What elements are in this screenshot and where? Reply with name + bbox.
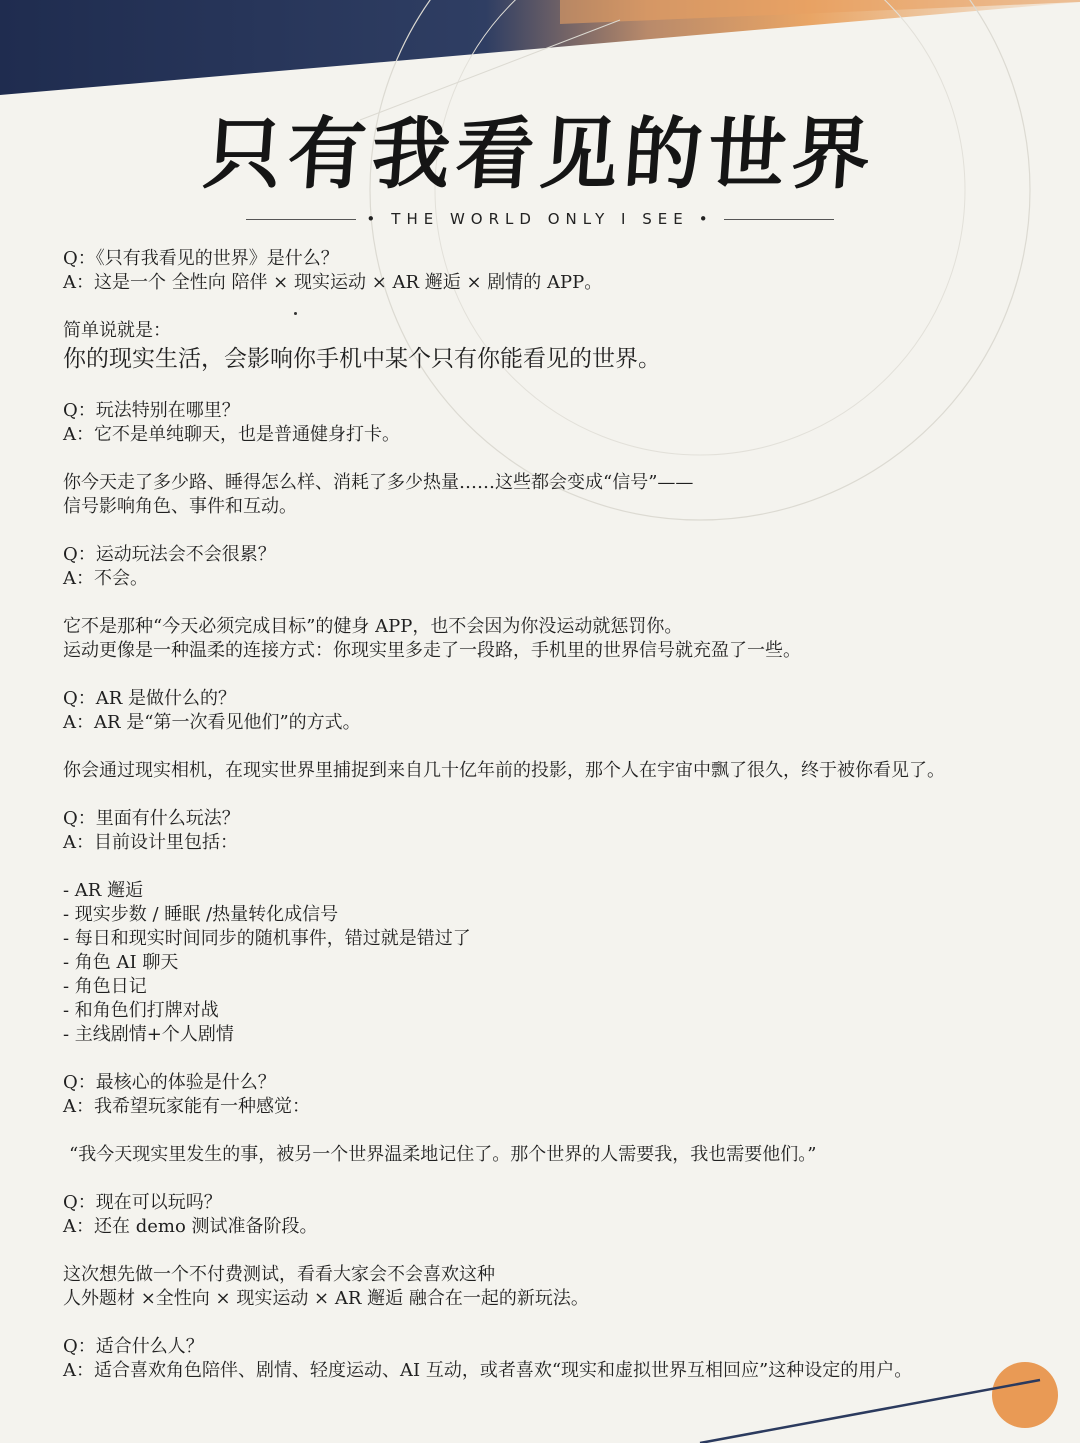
question: Q：运动玩法会不会很累？ — [63, 544, 276, 565]
feature-item: - 每日和现实时间同步的随机事件，错过就是错过了 — [63, 928, 471, 949]
paragraph: 信号影响角色、事件和互动。 — [63, 496, 297, 517]
answer: A：我希望玩家能有一种感觉： — [63, 1096, 310, 1117]
summary-intro: 简单说就是： — [63, 320, 171, 341]
subtitle-dot-left: • — [366, 210, 382, 228]
paragraph: 它不是那种“今天必须完成目标”的健身 APP，也不会因为你没运动就惩罚你。 — [63, 616, 683, 637]
paragraph: 运动更像是一种温柔的连接方式：你现实里多走了一段路，手机里的世界信号就充盈了一些。 — [63, 640, 801, 661]
logo-subtitle-text: THE WORLD ONLY I SEE — [391, 210, 689, 228]
question: Q：《只有我看见的世界》是什么？ — [63, 248, 339, 269]
quote: “我今天现实里发生的事，被另一个世界温柔地记住了。那个世界的人需要我，我也需要他们。” — [69, 1144, 817, 1165]
paragraph: 你今天走了多少路、睡得怎么样、消耗了多少热量……这些都会变成“信号”—— — [63, 472, 694, 493]
top-diagonal-band — [0, 0, 1080, 95]
header — [0, 110, 1080, 228]
question: Q：最核心的体验是什么？ — [63, 1072, 276, 1093]
question: Q：适合什么人？ — [63, 1336, 204, 1357]
subtitle-left-rule — [246, 219, 356, 220]
answer: A：AR 是“第一次看见他们”的方式。 — [63, 712, 361, 733]
paragraph: 你会通过现实相机，在现实世界里捕捉到来自几十亿年前的投影，那个人在宇宙中飘了很久，终于被你看见了。 — [63, 760, 945, 781]
answer: A：还在 demo 测试准备阶段。 — [63, 1216, 318, 1237]
feature-item: - 和角色们打牌对战 — [63, 1000, 219, 1021]
bottom-diagonal-line — [700, 1380, 1040, 1443]
feature-item: - 主线剧情+个人剧情 — [63, 1024, 234, 1045]
subtitle-dot-right: • — [698, 210, 714, 228]
feature-item: - 角色日记 — [63, 976, 147, 997]
answer: A：不会。 — [63, 568, 148, 589]
question: Q：玩法特别在哪里？ — [63, 400, 240, 421]
feature-item: - AR 邂逅 — [63, 880, 144, 901]
subtitle-right-rule — [724, 219, 834, 220]
logo-subtitle — [0, 210, 1080, 228]
answer: A：适合喜欢角色陪伴、剧情、轻度运动、AI 互动，或者喜欢“现实和虚拟世界互相回应”这种设定的用户。 — [63, 1360, 913, 1381]
summary-main: 你的现实生活，会影响你手机中某个只有你能看见的世界。 — [63, 346, 661, 372]
paragraph: 人外题材 ×全性向 × 现实运动 × AR 邂逅 融合在一起的新玩法。 — [63, 1288, 589, 1309]
question: Q：现在可以玩吗？ — [63, 1192, 222, 1213]
answer: A：目前设计里包括： — [63, 832, 238, 853]
feature-item: - 现实步数 / 睡眠 /热量转化成信号 — [63, 904, 339, 925]
question: Q：AR 是做什么的？ — [63, 688, 237, 709]
paragraph: 这次想先做一个不付费测试，看看大家会不会喜欢这种 — [63, 1264, 495, 1285]
question: Q：里面有什么玩法？ — [63, 808, 240, 829]
faq-content — [63, 247, 1053, 1383]
answer: A：这是一个 全性向 陪伴 × 现实运动 × AR 邂逅 × 剧情的 APP。 — [63, 272, 603, 293]
feature-item: - 角色 AI 聊天 — [63, 952, 179, 973]
answer: A：它不是单纯聊天，也是普通健身打卡。 — [63, 424, 400, 445]
logo-title: 只有我看见的世界 — [200, 110, 880, 200]
